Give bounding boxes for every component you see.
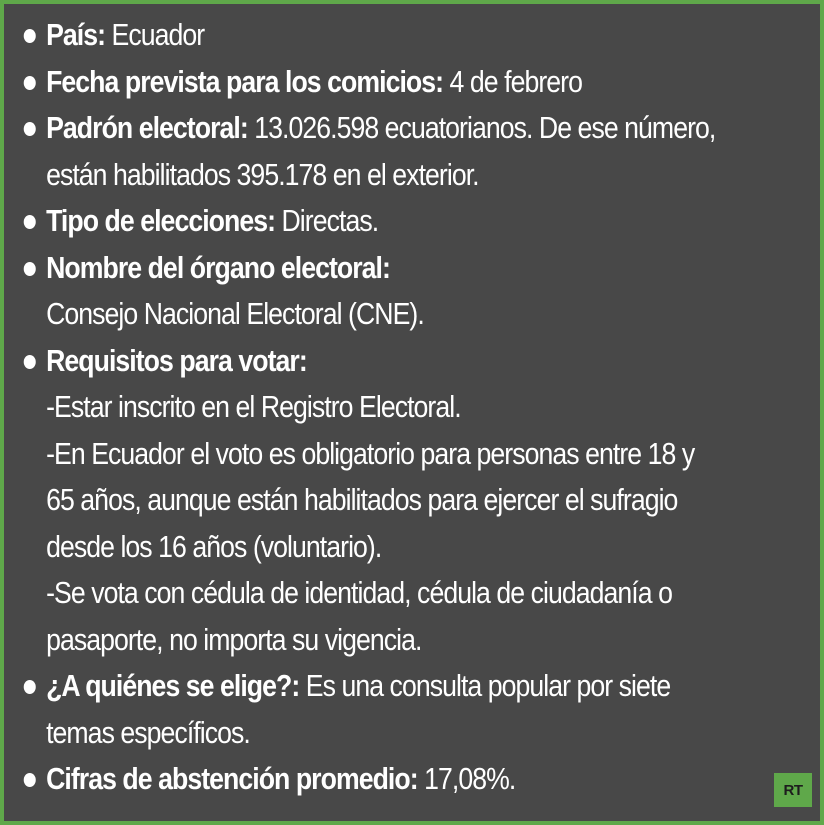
list-item-abstencion xyxy=(22,756,796,803)
item-continuation-line: Consejo Nacional Electoral (CNE). xyxy=(46,296,424,331)
item-first-line xyxy=(46,756,796,803)
item-continuation-line: -Estar inscrito en el Registro Electoral. xyxy=(46,389,461,424)
bullet-icon xyxy=(24,355,36,369)
item-first-line xyxy=(46,105,796,152)
list-item-tipo xyxy=(22,198,796,245)
list-item-padron xyxy=(22,105,796,198)
info-list xyxy=(22,12,796,803)
item-label: Tipo de elecciones: xyxy=(46,203,276,238)
item-first-line xyxy=(46,245,796,292)
item-continuation-line: -Se vota con cédula de identidad, cédula de ciudadanía o xyxy=(46,575,672,610)
item-value: Directas. xyxy=(275,203,379,238)
bullet-icon xyxy=(24,29,36,43)
item-first-line xyxy=(46,12,796,59)
bullet-icon xyxy=(24,773,36,787)
item-label: Requisitos para votar: xyxy=(46,342,307,378)
bullet-icon xyxy=(24,262,36,276)
list-item-requisitos xyxy=(22,338,796,664)
item-first-line xyxy=(46,663,796,710)
item-first-line xyxy=(46,338,796,385)
item-continuation-line: -En Ecuador el voto es obligatorio para personas entre 18 y xyxy=(46,435,695,471)
item-continuation-line: temas específicos. xyxy=(46,714,250,750)
item-value: 4 de febrero xyxy=(443,63,582,99)
list-item-organo xyxy=(22,245,796,338)
item-value: Es una consulta popular por siete xyxy=(299,668,671,703)
item-label: ¿A quiénes se elige?: xyxy=(46,668,300,703)
bullet-icon xyxy=(24,76,36,90)
item-first-line xyxy=(46,198,796,245)
item-continuation-line: pasaporte, no importa su vigencia. xyxy=(46,621,422,657)
list-item-pais xyxy=(22,12,796,59)
item-value: Ecuador xyxy=(105,17,205,52)
bullet-icon xyxy=(24,680,36,694)
list-item-fecha xyxy=(22,59,796,106)
rt-logo-text: RT xyxy=(783,781,803,799)
item-label: País: xyxy=(46,17,106,52)
item-continuation-line: desde los 16 años (voluntario). xyxy=(46,528,382,564)
item-first-line xyxy=(46,59,796,106)
rt-logo xyxy=(774,773,812,807)
bullet-icon xyxy=(24,122,36,136)
item-label: Fecha prevista para los comicios: xyxy=(46,63,444,99)
item-value: 17,08%. xyxy=(417,761,516,796)
bullet-icon xyxy=(24,215,36,229)
list-item-eleccion xyxy=(22,663,796,756)
item-continuation-line: 65 años, aunque están habilitados para ejercer el sufragio xyxy=(46,482,678,517)
item-label: Padrón electoral: xyxy=(46,110,248,145)
item-continuation-line: están habilitados 395.178 en el exterior. xyxy=(46,156,479,192)
item-label: Nombre del órgano electoral: xyxy=(46,249,390,285)
item-value: 13.026.598 ecuatorianos. De ese número, xyxy=(247,110,716,145)
item-label: Cifras de abstención promedio: xyxy=(46,761,418,796)
